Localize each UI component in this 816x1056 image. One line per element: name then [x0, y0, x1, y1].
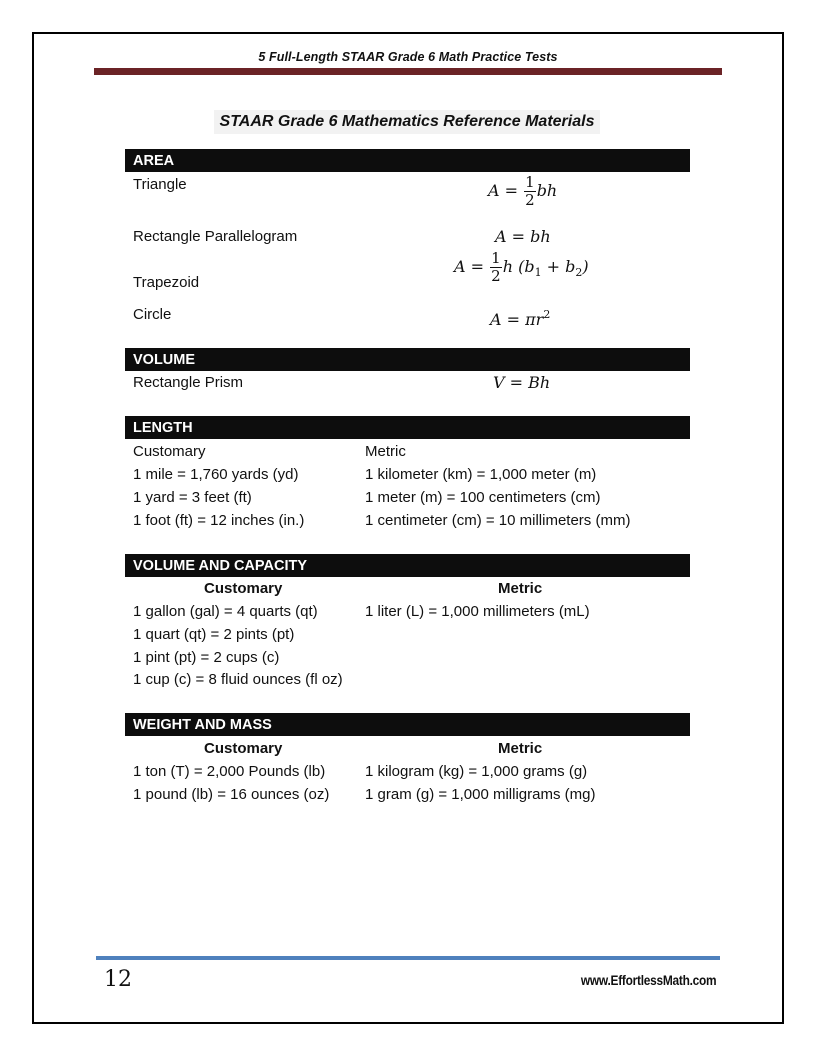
- section-heading-length: LENGTH: [125, 416, 690, 439]
- capacity-customary-item: 1 pint (pt) = 2 cups (c): [133, 649, 280, 666]
- page-number: 12: [104, 967, 132, 992]
- weight-customary-item: 1 pound (lb) = 16 ounces (oz): [133, 786, 330, 803]
- site-url: www.EffortlessMath.com: [580, 972, 716, 988]
- formula-rectangle: A = bh: [495, 227, 551, 246]
- length-customary-item: 1 mile = 1,760 yards (yd): [133, 466, 299, 483]
- running-header: 5 Full-Length STAAR Grade 6 Math Practice Tests: [258, 50, 558, 64]
- area-label-trapezoid: Trapezoid: [133, 274, 200, 291]
- weight-metric-item: 1 gram (g) = 1,000 milligrams (mg): [365, 786, 596, 803]
- capacity-metric-item: 1 liter (L) = 1,000 millimeters (mL): [365, 603, 590, 620]
- capacity-customary-item: 1 cup (c) = 8 fluid ounces (fl oz): [133, 671, 343, 688]
- fraction-half: $\frac{1}{2}$: [491, 249, 501, 285]
- area-label-triangle: Triangle: [133, 176, 187, 193]
- length-metric-item: 1 meter (m) = 100 centimeters (cm): [365, 489, 601, 506]
- formula-trapezoid: A = $\frac{1}{2}$ h $(b_1 + b_2)$: [454, 249, 589, 285]
- formula-triangle: A = $\frac{1}{2}$ bh: [488, 173, 558, 209]
- length-customary-head: Customary: [133, 443, 206, 460]
- capacity-customary-item: 1 gallon (gal) = 4 quarts (qt): [133, 603, 318, 620]
- length-customary-item: 1 foot (ft) = 12 inches (in.): [133, 512, 305, 529]
- footer-rule: [96, 956, 720, 960]
- formula-circle: $A = \pi r^2$: [490, 308, 551, 329]
- weight-customary-item: 1 ton (T) = 2,000 Pounds (lb): [133, 763, 326, 780]
- page-title: STAAR Grade 6 Mathematics Reference Materials: [214, 110, 600, 134]
- length-customary-item: 1 yard = 3 feet (ft): [133, 489, 252, 506]
- area-label-rectangle: Rectangle Parallelogram: [133, 228, 298, 245]
- formula-prism: V = Bh: [493, 373, 551, 392]
- weight-metric-head: Metric: [498, 740, 543, 757]
- section-heading-capacity: VOLUME AND CAPACITY: [125, 554, 690, 577]
- area-label-circle: Circle: [133, 306, 172, 323]
- capacity-customary-item: 1 quart (qt) = 2 pints (pt): [133, 626, 295, 643]
- volume-label-prism: Rectangle Prism: [133, 374, 244, 391]
- section-heading-area: AREA: [125, 149, 690, 172]
- section-heading-weight: WEIGHT AND MASS: [125, 713, 690, 736]
- header-rule: [94, 68, 722, 75]
- length-metric-item: 1 kilometer (km) = 1,000 meter (m): [365, 466, 597, 483]
- fraction-half: $\frac{1}{2}$: [525, 173, 535, 209]
- length-metric-item: 1 centimeter (cm) = 10 millimeters (mm): [365, 512, 631, 529]
- section-heading-volume: VOLUME: [125, 348, 690, 371]
- weight-metric-item: 1 kilogram (kg) = 1,000 grams (g): [365, 763, 588, 780]
- capacity-metric-head: Metric: [498, 580, 543, 597]
- length-metric-head: Metric: [365, 443, 406, 460]
- capacity-customary-head: Customary: [204, 580, 283, 597]
- weight-customary-head: Customary: [204, 740, 283, 757]
